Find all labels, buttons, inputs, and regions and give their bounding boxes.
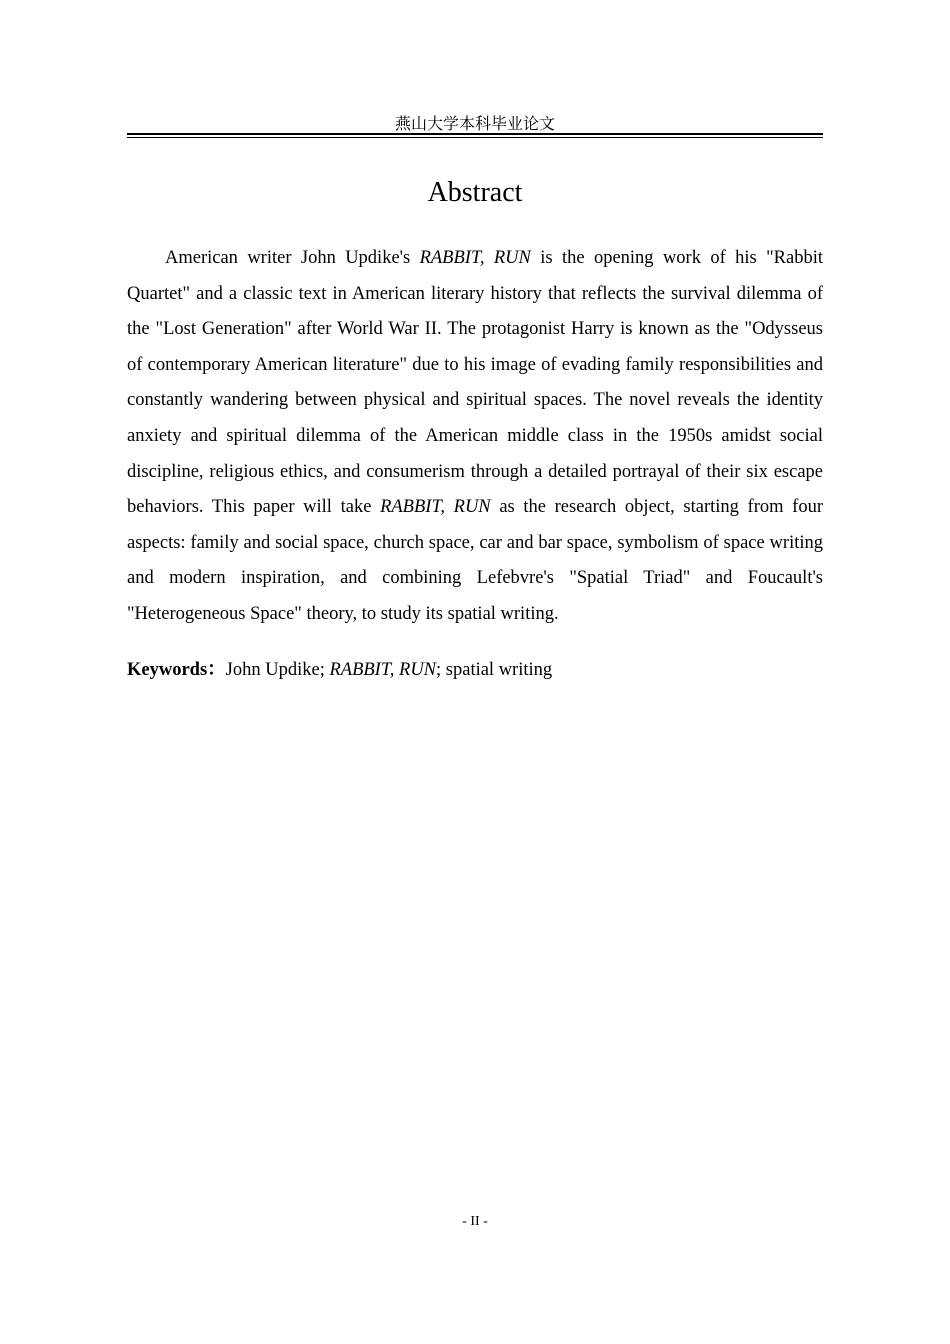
abstract-italic-title-2: RABBIT, RUN [380,497,491,518]
abstract-text-2: is the opening work of his "Rabbit Quartet" and a classic text in American literary history that reflects the survival dilemma of the "Lost Generation" after World War II. The protagonist Harry is known as the "Odysseus of contemporary American literature" due to his image of evading family responsibilities and constantly wandering between physical and spiritual spaces. The novel reveals the identity anxiety and spiritual dilemma of the American middle class in the 1950s amidst social discipline, religious ethics, and consumerism through a detailed portrayal of their six escape behaviors. This paper will take [127,248,823,518]
abstract-text-3: as the research object, starting from four aspects: family and social space, church space, car and bar space, symbolism of space writing and modern inspiration, and combining Lefebvre's "Spatial Triad" and Foucault's "Heterogeneous Space" theory, to study its spatial writing. [127,497,824,624]
keywords-label: Keywords： [127,660,226,680]
keyword-3: ; spatial writing [436,660,553,680]
page-number: - II - [462,1214,488,1229]
running-header: 燕山大学本科毕业论文 [394,114,555,133]
keyword-1: John Updike; [225,660,330,680]
abstract-text-1: American writer John Updike's [165,248,420,268]
keywords-line [127,656,823,684]
header-rule [127,133,823,135]
abstract-italic-title-1: RABBIT, RUN [419,248,531,268]
keyword-2: RABBIT, RUN [329,660,437,680]
page-title: Abstract [427,177,523,208]
header-rule-thin [127,137,823,138]
abstract-paragraph [127,241,823,633]
